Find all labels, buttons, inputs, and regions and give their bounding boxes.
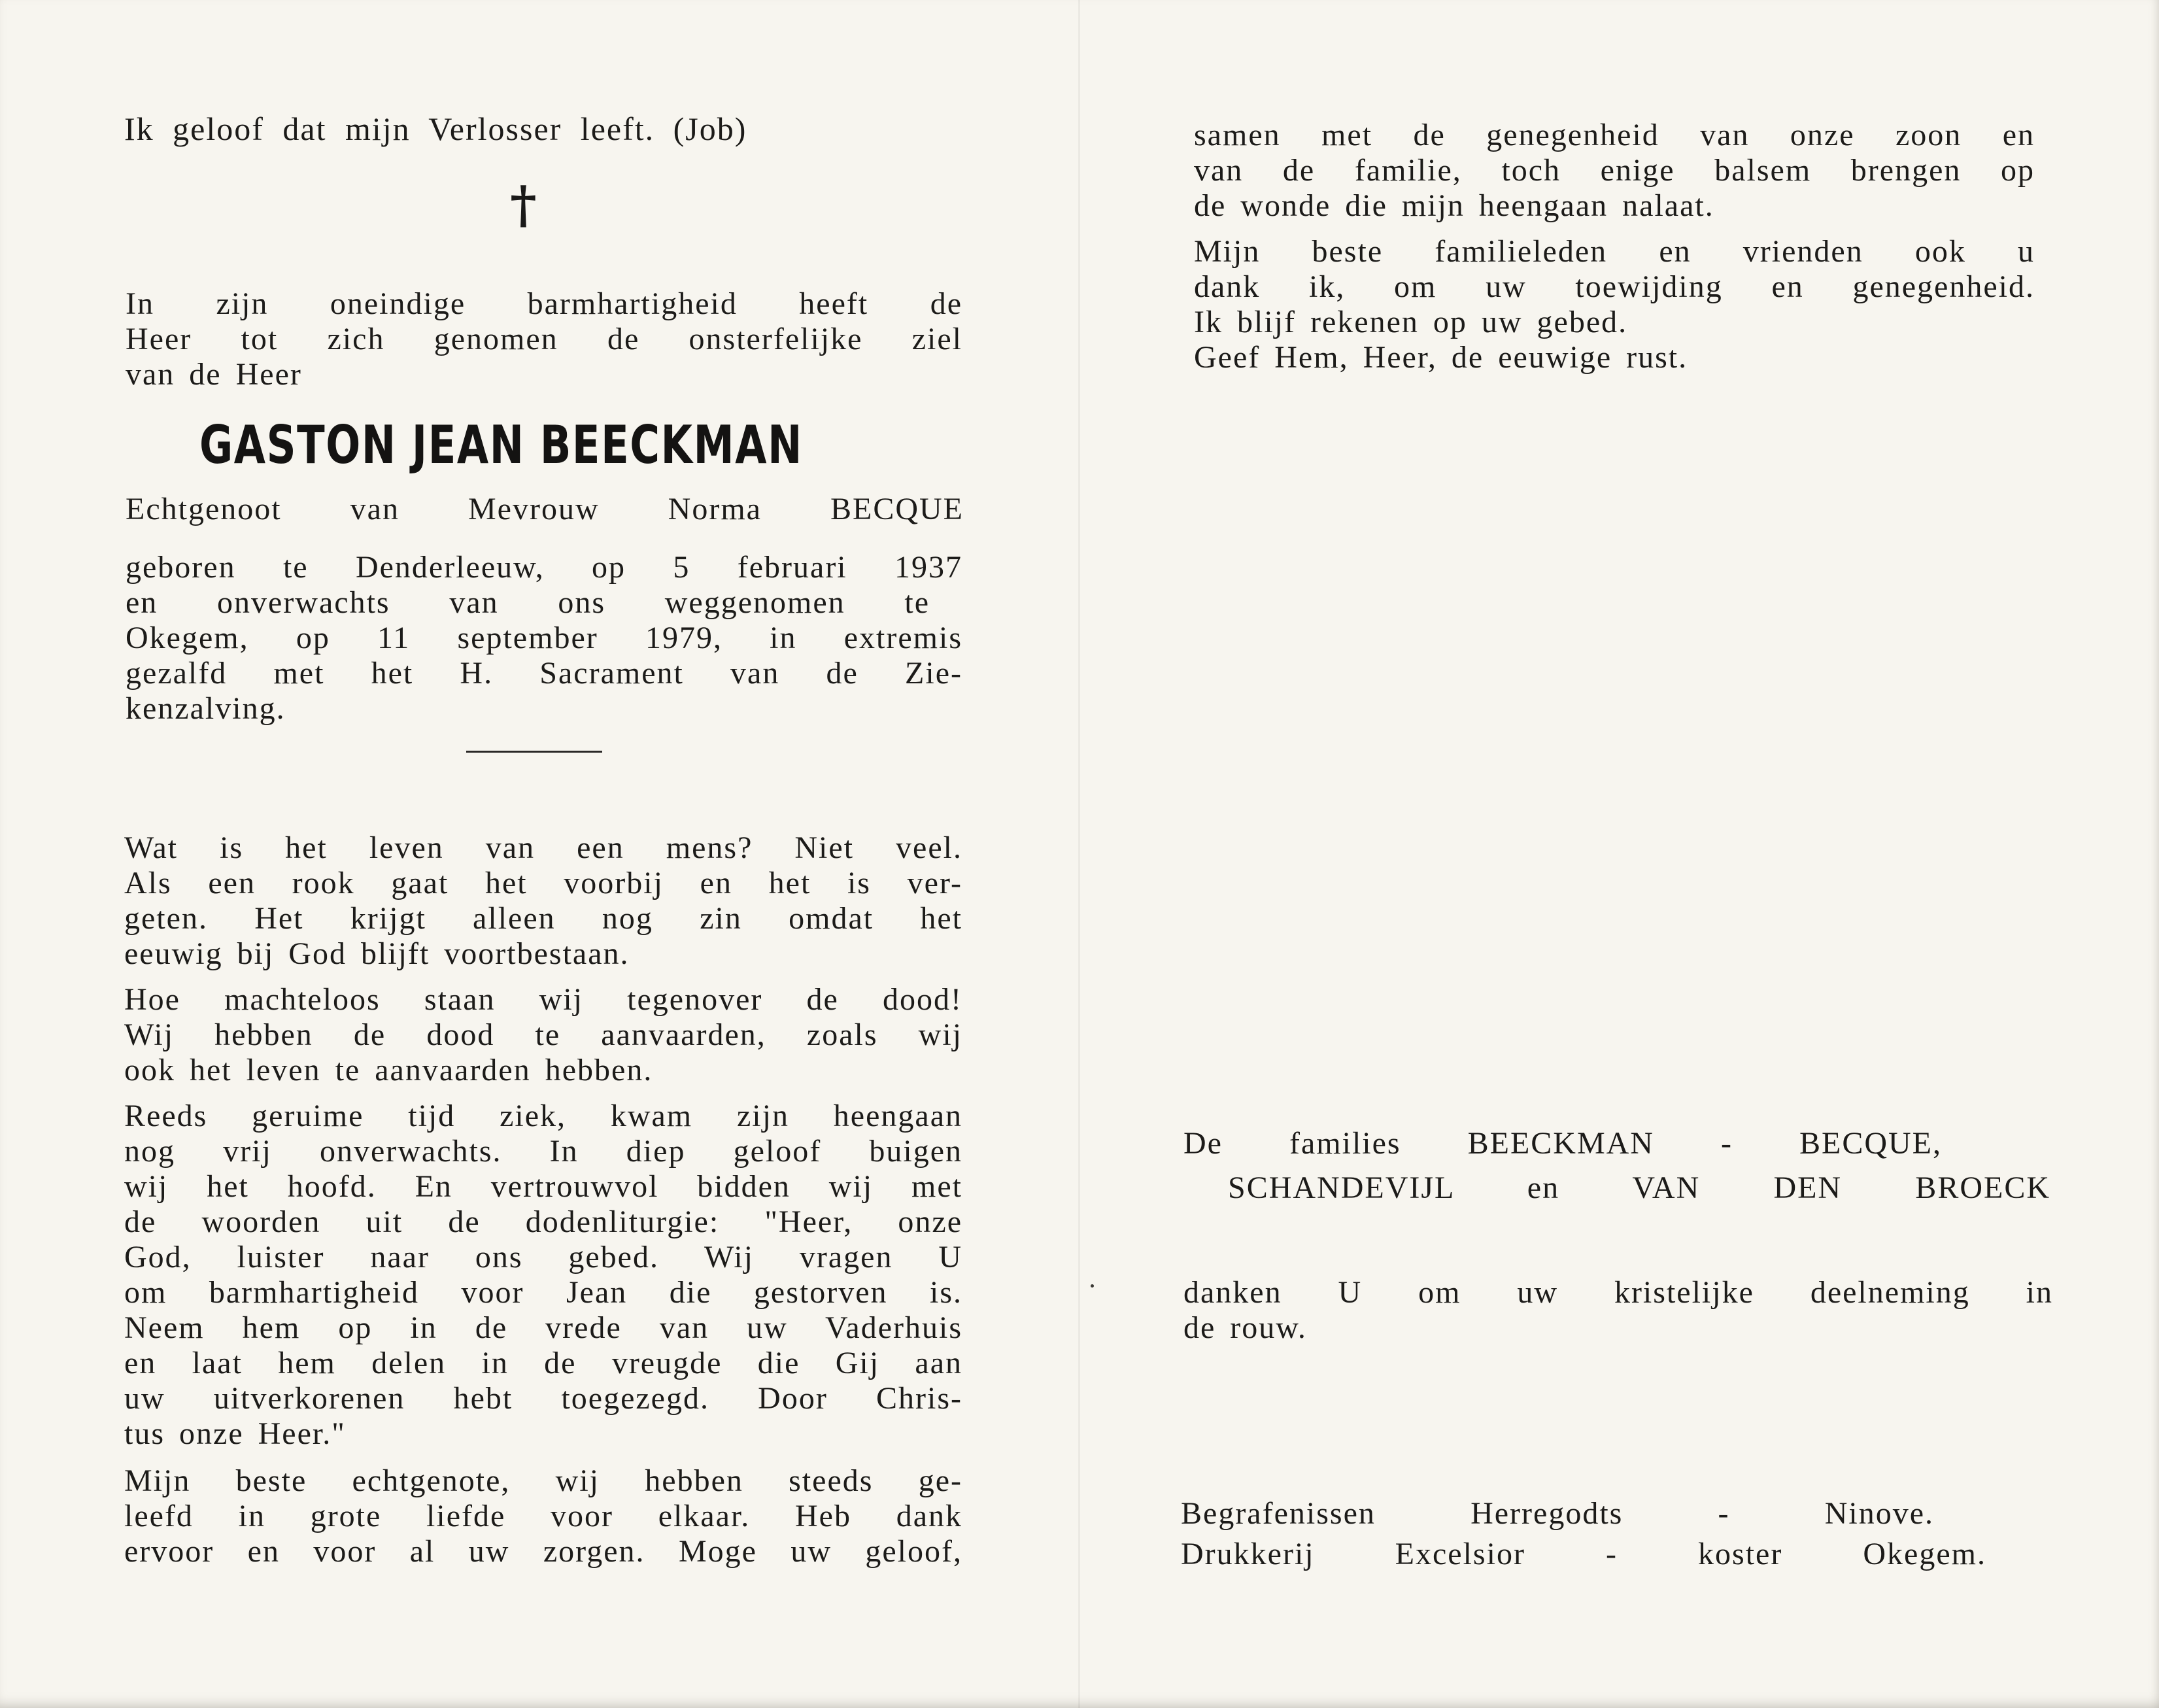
reflection-line: en laat hem delen in de vreugde die Gij aan [124, 1346, 962, 1380]
reflection-line: nog vrij onverwachts. In diep geloof buigen [124, 1134, 962, 1169]
thanks-line: dank ik, om uw toewijding en genegenheid. [1194, 269, 2035, 304]
reflection-line: Mijn beste echtgenote, wij hebben steeds ge- [124, 1463, 962, 1498]
spouse-line-block [126, 492, 964, 527]
thanks-line: Mijn beste familieleden en vrienden ook u [1194, 234, 2035, 269]
birth-death-line: gezalfd met het H. Sacrament van de Zie- [126, 656, 962, 691]
reflection-line: Wat is het leven van een mens? Niet veel. [124, 830, 962, 865]
reflection-line: God, luister naar ons gebed. Wij vragen U [124, 1240, 962, 1274]
funeral-home-block [1181, 1496, 1934, 1531]
thanks-line: Ik blijf rekenen op uw gebed. [1194, 305, 1628, 339]
birth-death-line: kenzalving. [126, 691, 286, 726]
intro-line: van de Heer [126, 357, 302, 392]
cross-icon: † [510, 175, 537, 235]
intro-paragraph [126, 286, 962, 392]
gratitude-paragraph [1183, 1275, 2053, 1346]
birth-death-paragraph [126, 550, 962, 726]
continuation-paragraph [1194, 118, 2035, 224]
reflection-line: ook het leven te aanvaarden hebben. [124, 1053, 653, 1087]
speck [1091, 1284, 1094, 1288]
reflection-line: Als een rook gaat het voorbij en het is ver- [124, 866, 962, 900]
thanks-line: Geef Hem, Heer, de eeuwige rust. [1194, 340, 1688, 375]
continuation-line: de wonde die mijn heengaan nalaat. [1194, 188, 1714, 223]
printer-block [1181, 1537, 1986, 1572]
reflection-line: Wij hebben de dood te aanvaarden, zoals wij [124, 1017, 962, 1052]
continuation-line: samen met de genegenheid van onze zoon en [1194, 118, 2035, 152]
intro-line: Heer tot zich genomen de onsterfelijke ziel [126, 322, 962, 356]
reflection-line: tus onze Heer." [124, 1416, 346, 1451]
spouse-line: Echtgenoot van Mevrouw Norma BECQUE [126, 492, 964, 526]
funeral-home-line: Begrafenissen Herregodts - Ninove. [1181, 1496, 1934, 1531]
families-line-1-block [1183, 1126, 1942, 1161]
left-panel [0, 0, 1079, 1708]
deceased-name: GASTON JEAN BEECKMAN [199, 415, 803, 475]
gratitude-line: danken U om uw kristelijke deelneming in [1183, 1275, 2053, 1310]
gratitude-line: de rouw. [1183, 1310, 1307, 1345]
thanks-paragraph [1194, 234, 2035, 375]
right-panel [1079, 0, 2159, 1708]
printer-line: Drukkerij Excelsior - koster Okegem. [1181, 1537, 1986, 1571]
reflection-line: om barmhartigheid voor Jean die gestorven is. [124, 1275, 962, 1310]
reflection-line: Neem hem op in de vrede van uw Vaderhuis [124, 1310, 962, 1345]
reflection-line: Reeds geruime tijd ziek, kwam zijn heengaan [124, 1099, 962, 1133]
reflection-line: wij het hoofd. En vertrouwvol bidden wij met [124, 1169, 962, 1204]
families-line-2-block [1228, 1170, 2050, 1206]
bible-motto: Ik geloof dat mijn Verlosser leeft. (Job) [124, 111, 747, 147]
intro-line: In zijn oneindige barmhartigheid heeft de [126, 286, 962, 321]
reflection-paragraph-1 [124, 830, 962, 972]
reflection-line: leefd in grote liefde voor elkaar. Heb dank [124, 1499, 962, 1533]
divider-rule [466, 751, 602, 753]
reflection-line: geten. Het krijgt alleen nog zin omdat het [124, 901, 962, 936]
reflection-line: Hoe machteloos staan wij tegenover de dood! [124, 982, 962, 1017]
reflection-line: ervoor en voor al uw zorgen. Moge uw geloof, [124, 1534, 962, 1569]
continuation-line: van de familie, toch enige balsem brengen op [1194, 153, 2035, 188]
birth-death-line: geboren te Denderleeuw, op 5 februari 1937 [126, 550, 962, 585]
reflection-line: de woorden uit de dodenliturgie: "Heer, onze [124, 1204, 962, 1239]
reflection-line: eeuwig bij God blijft voortbestaan. [124, 936, 630, 971]
birth-death-line: Okegem, op 11 september 1979, in extremis [126, 621, 962, 655]
reflection-paragraph-3 [124, 1099, 962, 1452]
families-line-1: De families BEECKMAN - BECQUE, [1183, 1126, 1942, 1161]
reflection-paragraph-2 [124, 982, 962, 1088]
reflection-paragraph-4 [124, 1463, 962, 1569]
families-line-2: SCHANDEVIJL en VAN DEN BROECK [1228, 1170, 2050, 1205]
birth-death-line: en onverwachts van ons weggenomen te [126, 585, 930, 620]
reflection-line: uw uitverkorenen hebt toegezegd. Door Chris- [124, 1381, 962, 1416]
